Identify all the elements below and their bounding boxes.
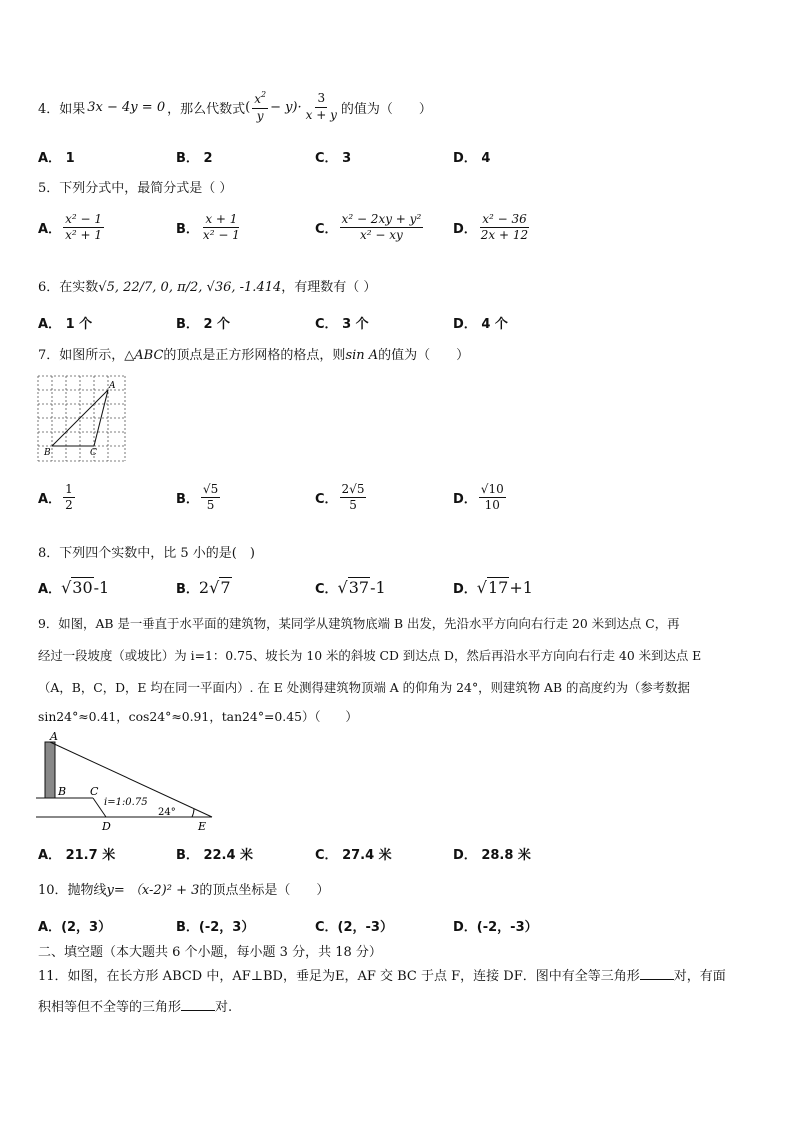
q7-stem: 7．如图所示，△ABC的顶点是正方形网格的格点，则sin A的值为（ ） xyxy=(38,348,470,363)
q4-mid: ，那么代数式 xyxy=(167,101,246,117)
q7-label-c: C xyxy=(90,448,97,458)
q7-grid-figure xyxy=(36,374,128,464)
q7-label-a: A xyxy=(109,381,116,391)
q8-option-c: C．√37-1 xyxy=(315,578,386,597)
q5-option-d: D． $\frac{\text{x² − 36}}{2x + 12}$ xyxy=(453,212,529,243)
q9-option-a: A． 21.7 米 xyxy=(38,848,116,863)
q11-text: 11．如图，在长方形 ABCD 中，AF⊥BD，垂足为E，AF 交 BC 于点 F，连接 DF．图中有全等三角形 对，有面 积相等但不全等的三角形 对. xyxy=(38,969,726,1015)
q9-line2: 经过一段坡度（或坡比）为 i=1：0.75、坡长为 10 米的斜坡 CD 到达点 D，然后再沿水平方向向右行走 40 米到达点 E xyxy=(38,648,702,663)
q4-option-b: B． 2 xyxy=(176,151,213,166)
q5-stem: 5．下列分式中，最简分式是（ ） xyxy=(38,181,233,196)
q9-label-a: A xyxy=(50,730,58,743)
q9-figure xyxy=(36,728,216,834)
q11-blank-1[interactable] xyxy=(640,979,674,980)
q9-option-b: B． 22.4 米 xyxy=(176,848,254,863)
q10-stem: 10．抛物线y= （x-2)² + 3的顶点坐标是（ ） xyxy=(38,883,330,898)
q5-option-a: A． $\frac{\text{x² − 1}}{\text{x² + 1}}$ xyxy=(38,212,102,243)
q8-stem: 8．下列四个实数中，比 5 小的是( ) xyxy=(38,546,255,561)
q9-building xyxy=(45,742,55,798)
q9-angle-label: 24° xyxy=(158,807,176,818)
q7-func: sin A xyxy=(345,348,379,363)
q10-expr: y= （x-2)² + 3 xyxy=(106,883,200,898)
section2-title: 二、填空题（本大题共 6 个小题，每小题 3 分，共 18 分） xyxy=(38,945,382,960)
q5-option-b: B． $\frac{x + 1}{\text{x² − 1}}$ xyxy=(176,212,240,243)
q7-option-a: A． $\frac{1}{2}$ xyxy=(38,482,73,513)
q10-option-b: B．(-2，3） xyxy=(176,920,255,935)
q4-option-c: C． 3 xyxy=(315,151,352,166)
q7-option-b: B． $\frac{√5}{5}$ xyxy=(176,482,219,513)
q7-option-d: D． $\frac{√10}{10}$ xyxy=(453,482,504,513)
q4-condition: 3x − 4y = 0 xyxy=(87,99,166,115)
q6-stem xyxy=(38,276,376,295)
q9-option-d: D． 28.8 米 xyxy=(453,848,531,863)
q9-label-d: D xyxy=(102,820,111,833)
q4-frac1: $\frac{x^2}{y}$ xyxy=(254,90,267,123)
q10-option-a: A．(2，3） xyxy=(38,920,112,935)
q4-option-a: A． 1 xyxy=(38,151,75,166)
q9-line1: 9．如图，AB 是一垂直于水平面的建筑物，某同学从建筑物底端 B 出发，先沿水平方向向右行走 20 米到达点 C，再 xyxy=(38,616,680,631)
q4-stem: 4．如果 3x − 4y = 0 ，那么代数式 ( $\frac{x^2}{y}$ − y)· $\frac{3}{x + y}$ 的值为（ ） xyxy=(38,90,432,123)
q11-blank-2[interactable] xyxy=(181,1010,215,1011)
q6-option-c: C． 3 个 xyxy=(315,317,369,332)
q8-option-a: A．√30-1 xyxy=(38,578,110,597)
q4-suffix: 的值为（ ） xyxy=(340,101,432,117)
q6-option-d: D． 4 个 xyxy=(453,317,508,332)
q9-line3: （A，B，C，D，E 均在同一平面内）. 在 E 处测得建筑物顶端 A 的仰角为 24°，则建筑物 AB 的高度约为（参考数据 xyxy=(38,680,690,695)
q8-option-b: B．2√7 xyxy=(176,578,231,597)
q6-prefix: 6．在实数 xyxy=(38,280,99,295)
q9-label-c: C xyxy=(90,785,99,798)
q4-minus: − y)· xyxy=(270,99,302,115)
q10-option-c: C．(2，-3） xyxy=(315,920,393,935)
q4-option-d: D． 4 xyxy=(453,151,491,166)
q6-numbers: √5, 22/7, 0, π/2, √36, -1.414 xyxy=(98,280,282,295)
q9-label-b: B xyxy=(58,785,67,798)
q9-slope-label: i=1:0.75 xyxy=(104,797,148,808)
q4-prefix: 4．如果 xyxy=(38,101,86,117)
q6-option-a: A． 1 个 xyxy=(38,317,93,332)
q9-line4: sin24°≈0.41，cos24°≈0.91，tan24°=0.45）（ ） xyxy=(38,709,358,724)
q7-triangle: △ABC xyxy=(124,348,164,363)
q10-option-d: D．(-2，-3） xyxy=(453,920,538,935)
q6-option-b: B． 2 个 xyxy=(176,317,231,332)
q9-option-c: C． 27.4 米 xyxy=(315,848,392,863)
q9-label-e: E xyxy=(198,820,207,833)
q8-option-d: D．√17+1 xyxy=(453,578,533,597)
q6-suffix: ，有理数有（ ） xyxy=(281,280,377,295)
q4-frac2: $\frac{3}{x + y}$ xyxy=(305,91,337,122)
q7-option-c: C． $\frac{2√5}{5}$ xyxy=(315,482,365,513)
q7-label-b: B xyxy=(44,448,51,458)
q5-option-c: C． $\frac{\text{x² − 2xy + y²}}{\text{x² − xy}}$ xyxy=(315,212,422,243)
